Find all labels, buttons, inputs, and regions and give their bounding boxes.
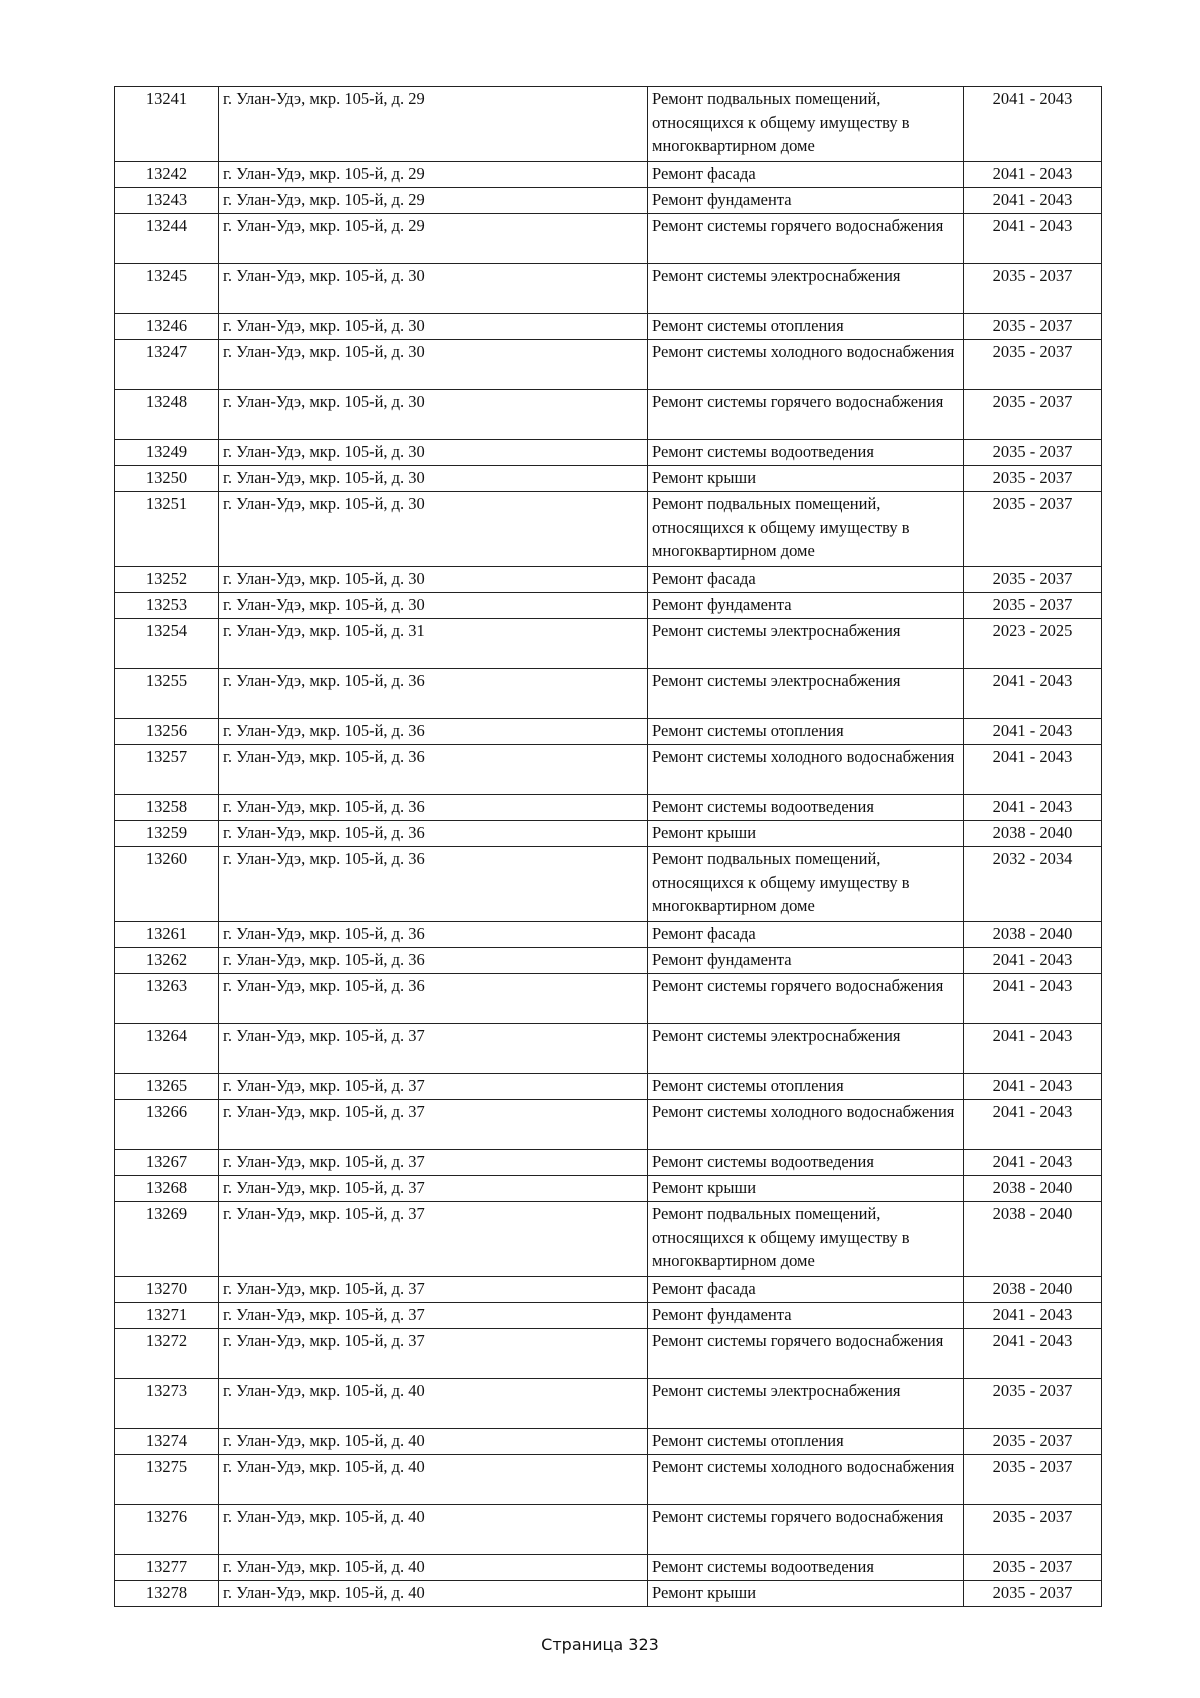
row-address: г. Улан-Удэ, мкр. 105-й, д. 37: [219, 1100, 648, 1150]
row-work-type: Ремонт системы водоотведения: [648, 795, 964, 821]
table-row: [115, 1329, 1102, 1379]
table-row: [115, 264, 1102, 314]
row-period: 2041 - 2043: [964, 1303, 1102, 1329]
row-work-type: Ремонт системы отопления: [648, 1074, 964, 1100]
row-work-type: Ремонт подвальных помещений, относящихся к общему имуществу в многоквартирном доме: [648, 492, 964, 567]
table-row: [115, 1202, 1102, 1277]
row-number: 13272: [115, 1329, 219, 1379]
table-row: [115, 1150, 1102, 1176]
row-address: г. Улан-Удэ, мкр. 105-й, д. 36: [219, 669, 648, 719]
row-work-type: Ремонт фундамента: [648, 188, 964, 214]
row-number: 13267: [115, 1150, 219, 1176]
row-number: 13262: [115, 948, 219, 974]
row-address: г. Улан-Удэ, мкр. 105-й, д. 30: [219, 466, 648, 492]
row-period: 2035 - 2037: [964, 1455, 1102, 1505]
row-address: г. Улан-Удэ, мкр. 105-й, д. 29: [219, 162, 648, 188]
row-work-type: Ремонт фундамента: [648, 1303, 964, 1329]
row-address: г. Улан-Удэ, мкр. 105-й, д. 37: [219, 1329, 648, 1379]
row-period: 2041 - 2043: [964, 948, 1102, 974]
row-work-type: Ремонт системы холодного водоснабжения: [648, 1100, 964, 1150]
table-row: [115, 466, 1102, 492]
row-number: 13242: [115, 162, 219, 188]
table-row: [115, 847, 1102, 922]
row-number: 13278: [115, 1581, 219, 1607]
row-work-type: Ремонт системы отопления: [648, 314, 964, 340]
table-row: [115, 593, 1102, 619]
row-address: г. Улан-Удэ, мкр. 105-й, д. 31: [219, 619, 648, 669]
row-period: 2035 - 2037: [964, 567, 1102, 593]
row-work-type: Ремонт подвальных помещений, относящихся к общему имуществу в многоквартирном доме: [648, 1202, 964, 1277]
row-address: г. Улан-Удэ, мкр. 105-й, д. 40: [219, 1505, 648, 1555]
row-number: 13265: [115, 1074, 219, 1100]
row-period: 2035 - 2037: [964, 1581, 1102, 1607]
row-number: 13250: [115, 466, 219, 492]
row-period: 2041 - 2043: [964, 1150, 1102, 1176]
table-row: [115, 619, 1102, 669]
row-number: 13247: [115, 340, 219, 390]
row-period: 2041 - 2043: [964, 162, 1102, 188]
table-row: [115, 795, 1102, 821]
row-address: г. Улан-Удэ, мкр. 105-й, д. 29: [219, 87, 648, 162]
row-period: 2041 - 2043: [964, 1074, 1102, 1100]
row-work-type: Ремонт системы электроснабжения: [648, 1379, 964, 1429]
row-period: 2035 - 2037: [964, 1379, 1102, 1429]
row-period: 2041 - 2043: [964, 87, 1102, 162]
table-row: [115, 1277, 1102, 1303]
row-address: г. Улан-Удэ, мкр. 105-й, д. 36: [219, 719, 648, 745]
row-period: 2041 - 2043: [964, 745, 1102, 795]
row-period: 2035 - 2037: [964, 1505, 1102, 1555]
row-period: 2041 - 2043: [964, 719, 1102, 745]
row-period: 2035 - 2037: [964, 264, 1102, 314]
table-row: [115, 567, 1102, 593]
row-period: 2041 - 2043: [964, 669, 1102, 719]
row-address: г. Улан-Удэ, мкр. 105-й, д. 37: [219, 1150, 648, 1176]
row-address: г. Улан-Удэ, мкр. 105-й, д. 30: [219, 390, 648, 440]
row-number: 13257: [115, 745, 219, 795]
row-work-type: Ремонт системы холодного водоснабжения: [648, 1455, 964, 1505]
table-row: [115, 974, 1102, 1024]
row-address: г. Улан-Удэ, мкр. 105-й, д. 37: [219, 1176, 648, 1202]
row-period: 2038 - 2040: [964, 1277, 1102, 1303]
row-number: 13273: [115, 1379, 219, 1429]
row-address: г. Улан-Удэ, мкр. 105-й, д. 30: [219, 314, 648, 340]
row-period: 2041 - 2043: [964, 1024, 1102, 1074]
row-address: г. Улан-Удэ, мкр. 105-й, д. 37: [219, 1303, 648, 1329]
table-row: [115, 745, 1102, 795]
row-period: 2038 - 2040: [964, 922, 1102, 948]
row-number: 13243: [115, 188, 219, 214]
row-address: г. Улан-Удэ, мкр. 105-й, д. 36: [219, 974, 648, 1024]
row-address: г. Улан-Удэ, мкр. 105-й, д. 37: [219, 1074, 648, 1100]
page-number: Страница 323: [541, 1635, 659, 1654]
row-work-type: Ремонт системы отопления: [648, 1429, 964, 1455]
row-address: г. Улан-Удэ, мкр. 105-й, д. 30: [219, 264, 648, 314]
table-row: [115, 314, 1102, 340]
row-work-type: Ремонт фасада: [648, 567, 964, 593]
row-work-type: Ремонт подвальных помещений, относящихся к общему имуществу в многоквартирном доме: [648, 847, 964, 922]
table-row: [115, 1429, 1102, 1455]
row-number: 13277: [115, 1555, 219, 1581]
table-row: [115, 821, 1102, 847]
row-address: г. Улан-Удэ, мкр. 105-й, д. 30: [219, 440, 648, 466]
table-row: [115, 719, 1102, 745]
row-work-type: Ремонт системы холодного водоснабжения: [648, 745, 964, 795]
row-work-type: Ремонт системы электроснабжения: [648, 669, 964, 719]
row-address: г. Улан-Удэ, мкр. 105-й, д. 36: [219, 948, 648, 974]
row-work-type: Ремонт фасада: [648, 162, 964, 188]
row-period: 2035 - 2037: [964, 390, 1102, 440]
row-address: г. Улан-Удэ, мкр. 105-й, д. 29: [219, 214, 648, 264]
row-period: 2035 - 2037: [964, 492, 1102, 567]
table-row: [115, 1024, 1102, 1074]
row-number: 13249: [115, 440, 219, 466]
row-number: 13274: [115, 1429, 219, 1455]
row-address: г. Улан-Удэ, мкр. 105-й, д. 40: [219, 1555, 648, 1581]
row-number: 13244: [115, 214, 219, 264]
table-row: [115, 440, 1102, 466]
row-address: г. Улан-Удэ, мкр. 105-й, д. 37: [219, 1202, 648, 1277]
table-row: [115, 1176, 1102, 1202]
row-work-type: Ремонт системы электроснабжения: [648, 264, 964, 314]
row-number: 13263: [115, 974, 219, 1024]
row-number: 13254: [115, 619, 219, 669]
row-work-type: Ремонт фасада: [648, 922, 964, 948]
row-period: 2035 - 2037: [964, 1555, 1102, 1581]
row-work-type: Ремонт подвальных помещений, относящихся к общему имуществу в многоквартирном доме: [648, 87, 964, 162]
row-work-type: Ремонт фундамента: [648, 948, 964, 974]
row-number: 13276: [115, 1505, 219, 1555]
row-address: г. Улан-Удэ, мкр. 105-й, д. 40: [219, 1581, 648, 1607]
row-period: 2038 - 2040: [964, 821, 1102, 847]
row-number: 13271: [115, 1303, 219, 1329]
table-row: [115, 390, 1102, 440]
row-number: 13261: [115, 922, 219, 948]
row-work-type: Ремонт системы водоотведения: [648, 1555, 964, 1581]
row-work-type: Ремонт системы водоотведения: [648, 1150, 964, 1176]
row-address: г. Улан-Удэ, мкр. 105-й, д. 30: [219, 567, 648, 593]
row-number: 13245: [115, 264, 219, 314]
row-address: г. Улан-Удэ, мкр. 105-й, д. 36: [219, 795, 648, 821]
row-period: 2041 - 2043: [964, 214, 1102, 264]
table-row: [115, 1581, 1102, 1607]
row-work-type: Ремонт системы горячего водоснабжения: [648, 214, 964, 264]
row-address: г. Улан-Удэ, мкр. 105-й, д. 36: [219, 745, 648, 795]
row-period: 2041 - 2043: [964, 795, 1102, 821]
row-work-type: Ремонт крыши: [648, 1176, 964, 1202]
row-work-type: Ремонт системы отопления: [648, 719, 964, 745]
row-address: г. Улан-Удэ, мкр. 105-й, д. 30: [219, 340, 648, 390]
table-row: [115, 340, 1102, 390]
row-work-type: Ремонт крыши: [648, 821, 964, 847]
row-number: 13264: [115, 1024, 219, 1074]
row-address: г. Улан-Удэ, мкр. 105-й, д. 29: [219, 188, 648, 214]
table-row: [115, 1555, 1102, 1581]
row-address: г. Улан-Удэ, мкр. 105-й, д. 40: [219, 1455, 648, 1505]
table-row: [115, 87, 1102, 162]
table-row: [115, 492, 1102, 567]
row-number: 13258: [115, 795, 219, 821]
table-row: [115, 1100, 1102, 1150]
row-period: 2041 - 2043: [964, 1329, 1102, 1379]
row-work-type: Ремонт системы горячего водоснабжения: [648, 1505, 964, 1555]
row-number: 13275: [115, 1455, 219, 1505]
row-work-type: Ремонт системы горячего водоснабжения: [648, 974, 964, 1024]
row-address: г. Улан-Удэ, мкр. 105-й, д. 40: [219, 1429, 648, 1455]
table-row: [115, 1379, 1102, 1429]
row-address: г. Улан-Удэ, мкр. 105-й, д. 37: [219, 1277, 648, 1303]
row-number: 13260: [115, 847, 219, 922]
repair-schedule-table: [114, 86, 1102, 1607]
row-period: 2035 - 2037: [964, 314, 1102, 340]
row-number: 13266: [115, 1100, 219, 1150]
table-row: [115, 162, 1102, 188]
row-number: 13256: [115, 719, 219, 745]
table-row: [115, 188, 1102, 214]
row-work-type: Ремонт крыши: [648, 466, 964, 492]
row-period: 2035 - 2037: [964, 466, 1102, 492]
table-row: [115, 1505, 1102, 1555]
table-row: [115, 1303, 1102, 1329]
row-work-type: Ремонт системы электроснабжения: [648, 619, 964, 669]
table-row: [115, 948, 1102, 974]
row-number: 13241: [115, 87, 219, 162]
row-period: 2038 - 2040: [964, 1202, 1102, 1277]
table-row: [115, 214, 1102, 264]
table-row: [115, 669, 1102, 719]
row-work-type: Ремонт системы холодного водоснабжения: [648, 340, 964, 390]
row-period: 2035 - 2037: [964, 1429, 1102, 1455]
row-address: г. Улан-Удэ, мкр. 105-й, д. 37: [219, 1024, 648, 1074]
row-address: г. Улан-Удэ, мкр. 105-й, д. 30: [219, 593, 648, 619]
row-address: г. Улан-Удэ, мкр. 105-й, д. 36: [219, 821, 648, 847]
row-address: г. Улан-Удэ, мкр. 105-й, д. 36: [219, 922, 648, 948]
row-work-type: Ремонт фасада: [648, 1277, 964, 1303]
row-number: 13268: [115, 1176, 219, 1202]
row-number: 13270: [115, 1277, 219, 1303]
row-period: 2041 - 2043: [964, 188, 1102, 214]
row-work-type: Ремонт системы электроснабжения: [648, 1024, 964, 1074]
row-number: 13251: [115, 492, 219, 567]
row-address: г. Улан-Удэ, мкр. 105-й, д. 40: [219, 1379, 648, 1429]
row-work-type: Ремонт системы водоотведения: [648, 440, 964, 466]
row-work-type: Ремонт системы горячего водоснабжения: [648, 390, 964, 440]
row-number: 13269: [115, 1202, 219, 1277]
row-number: 13253: [115, 593, 219, 619]
row-number: 13252: [115, 567, 219, 593]
table-body: [115, 87, 1102, 1607]
row-period: 2035 - 2037: [964, 593, 1102, 619]
row-work-type: Ремонт системы горячего водоснабжения: [648, 1329, 964, 1379]
row-period: 2041 - 2043: [964, 1100, 1102, 1150]
row-number: 13259: [115, 821, 219, 847]
table-row: [115, 922, 1102, 948]
row-period: 2023 - 2025: [964, 619, 1102, 669]
row-work-type: Ремонт крыши: [648, 1581, 964, 1607]
row-period: 2032 - 2034: [964, 847, 1102, 922]
table-row: [115, 1455, 1102, 1505]
row-period: 2038 - 2040: [964, 1176, 1102, 1202]
table-row: [115, 1074, 1102, 1100]
row-work-type: Ремонт фундамента: [648, 593, 964, 619]
row-number: 13248: [115, 390, 219, 440]
row-period: 2041 - 2043: [964, 974, 1102, 1024]
row-address: г. Улан-Удэ, мкр. 105-й, д. 30: [219, 492, 648, 567]
row-address: г. Улан-Удэ, мкр. 105-й, д. 36: [219, 847, 648, 922]
row-number: 13255: [115, 669, 219, 719]
row-period: 2035 - 2037: [964, 440, 1102, 466]
row-number: 13246: [115, 314, 219, 340]
row-period: 2035 - 2037: [964, 340, 1102, 390]
